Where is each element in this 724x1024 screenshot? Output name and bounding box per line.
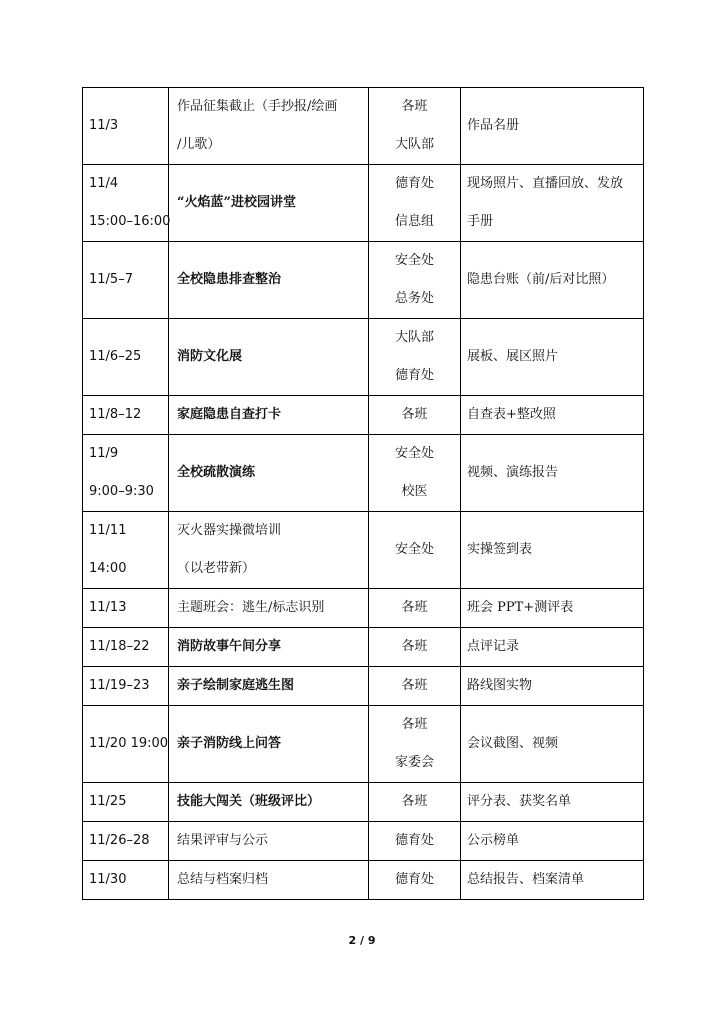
department-cell xyxy=(369,319,461,396)
output-cell xyxy=(461,512,644,589)
event-cell xyxy=(169,242,369,319)
output-cell-line: 实操签到表 xyxy=(467,542,533,557)
table-row xyxy=(83,861,644,900)
event-cell-line: 结果评审与公示 xyxy=(177,833,269,848)
output-cell-line: 隐患台账（前/后对比照） xyxy=(467,272,615,287)
table-row xyxy=(83,396,644,435)
date-cell-line: 11/20 19:00 xyxy=(89,736,169,751)
table-row xyxy=(83,88,644,165)
department-cell-line: 信息组 xyxy=(394,214,434,229)
department-cell xyxy=(369,435,461,512)
output-cell xyxy=(461,242,644,319)
table-row xyxy=(83,706,644,783)
date-cell xyxy=(83,861,169,900)
date-cell-line: 11/19–23 xyxy=(89,678,150,693)
schedule-table xyxy=(82,87,644,900)
department-cell-line: 总务处 xyxy=(394,291,434,306)
event-cell-line: 亲子绘制家庭逃生图 xyxy=(177,678,295,693)
event-cell-line: 亲子消防线上问答 xyxy=(177,736,282,751)
event-cell-line: “火焰蓝”进校园讲堂 xyxy=(177,195,296,210)
date-cell xyxy=(83,822,169,861)
output-cell xyxy=(461,861,644,900)
department-cell-line: 大队部 xyxy=(394,330,434,345)
date-cell-line: 9:00–9:30 xyxy=(89,484,154,499)
output-cell xyxy=(461,435,644,512)
date-cell xyxy=(83,512,169,589)
event-cell xyxy=(169,822,369,861)
event-cell xyxy=(169,628,369,667)
date-cell xyxy=(83,628,169,667)
output-cell-line: 自查表+整改照 xyxy=(467,407,556,422)
event-cell xyxy=(169,589,369,628)
department-cell-line: 安全处 xyxy=(394,253,434,268)
output-cell-line: 公示榜单 xyxy=(467,833,520,848)
date-cell xyxy=(83,667,169,706)
date-cell-line: 11/3 xyxy=(89,118,119,133)
department-cell xyxy=(369,783,461,822)
table-row xyxy=(83,822,644,861)
event-cell xyxy=(169,396,369,435)
department-cell-line: 各班 xyxy=(401,99,428,114)
event-cell-line: 主题班会：逃生/标志识别 xyxy=(177,600,325,615)
department-cell xyxy=(369,822,461,861)
table-row xyxy=(83,628,644,667)
department-cell-line: 校医 xyxy=(401,484,428,499)
event-cell xyxy=(169,861,369,900)
date-cell xyxy=(83,242,169,319)
department-cell-line: 德育处 xyxy=(394,872,434,887)
event-cell-line: 总结与档案归档 xyxy=(177,872,269,887)
output-cell xyxy=(461,628,644,667)
output-cell-line: 评分表、获奖名单 xyxy=(467,794,572,809)
event-cell-line: 全校隐患排查整治 xyxy=(177,272,282,287)
output-cell xyxy=(461,822,644,861)
department-cell-line: 各班 xyxy=(401,639,428,654)
department-cell xyxy=(369,667,461,706)
department-cell-line: 各班 xyxy=(401,794,428,809)
schedule-body xyxy=(83,88,644,900)
date-cell-line: 11/4 xyxy=(89,176,119,191)
output-cell xyxy=(461,88,644,165)
department-cell-line: 安全处 xyxy=(394,542,434,557)
department-cell-line: 各班 xyxy=(401,717,428,732)
table-row xyxy=(83,435,644,512)
department-cell-line: 各班 xyxy=(401,600,428,615)
page-number: 2 / 9 xyxy=(348,934,376,947)
date-cell xyxy=(83,165,169,242)
department-cell-line: 德育处 xyxy=(394,833,434,848)
department-cell xyxy=(369,628,461,667)
event-cell-line: 技能大闯关（班级评比） xyxy=(177,794,321,809)
department-cell-line: 各班 xyxy=(401,407,428,422)
output-cell xyxy=(461,706,644,783)
output-cell-line: 会议截图、视频 xyxy=(467,736,559,751)
event-cell xyxy=(169,667,369,706)
table-row xyxy=(83,589,644,628)
date-cell-line: 14:00 xyxy=(89,561,127,576)
department-cell xyxy=(369,706,461,783)
date-cell xyxy=(83,706,169,783)
output-cell xyxy=(461,396,644,435)
date-cell xyxy=(83,396,169,435)
event-cell xyxy=(169,512,369,589)
department-cell xyxy=(369,861,461,900)
date-cell-line: 11/11 xyxy=(89,523,127,538)
event-cell-line: 家庭隐患自查打卡 xyxy=(177,407,282,422)
output-cell-line: 点评记录 xyxy=(467,639,520,654)
event-cell-line: /儿歌） xyxy=(177,137,221,152)
table-row xyxy=(83,165,644,242)
department-cell-line: 各班 xyxy=(401,678,428,693)
output-cell-line: 总结报告、档案清单 xyxy=(467,872,585,887)
date-cell xyxy=(83,319,169,396)
date-cell xyxy=(83,435,169,512)
date-cell-line: 11/9 xyxy=(89,446,119,461)
event-cell-line: （以老带新） xyxy=(177,561,256,576)
department-cell xyxy=(369,396,461,435)
department-cell xyxy=(369,512,461,589)
output-cell xyxy=(461,667,644,706)
output-cell-line: 现场照片、直播回放、发放 xyxy=(467,176,624,191)
date-cell-line: 15:00–16:00 xyxy=(89,214,171,229)
date-cell-line: 11/8–12 xyxy=(89,407,142,422)
department-cell-line: 德育处 xyxy=(394,176,434,191)
output-cell-line: 视频、演练报告 xyxy=(467,465,559,480)
output-cell-line: 路线图实物 xyxy=(467,678,533,693)
event-cell xyxy=(169,783,369,822)
output-cell-line: 展板、展区照片 xyxy=(467,349,559,364)
event-cell xyxy=(169,165,369,242)
date-cell-line: 11/5–7 xyxy=(89,272,133,287)
event-cell-line: 作品征集截止（手抄报/绘画 xyxy=(177,99,338,114)
table-row xyxy=(83,319,644,396)
department-cell xyxy=(369,589,461,628)
date-cell xyxy=(83,783,169,822)
department-cell-line: 大队部 xyxy=(394,137,434,152)
event-cell-line: 消防文化展 xyxy=(177,349,243,364)
output-cell-line: 班会 PPT+测评表 xyxy=(467,600,574,615)
department-cell xyxy=(369,88,461,165)
output-cell-line: 手册 xyxy=(467,214,494,229)
department-cell-line: 德育处 xyxy=(394,368,434,383)
event-cell xyxy=(169,319,369,396)
table-row xyxy=(83,783,644,822)
table-row xyxy=(83,512,644,589)
event-cell-line: 全校疏散演练 xyxy=(177,465,256,480)
event-cell xyxy=(169,88,369,165)
department-cell-line: 安全处 xyxy=(394,446,434,461)
date-cell-line: 11/25 xyxy=(89,794,127,809)
date-cell-line: 11/6–25 xyxy=(89,349,142,364)
date-cell-line: 11/30 xyxy=(89,872,127,887)
output-cell-line: 作品名册 xyxy=(467,118,520,133)
output-cell xyxy=(461,319,644,396)
event-cell xyxy=(169,435,369,512)
output-cell xyxy=(461,589,644,628)
date-cell xyxy=(83,88,169,165)
date-cell-line: 11/13 xyxy=(89,600,127,615)
date-cell-line: 11/26–28 xyxy=(89,833,150,848)
event-cell-line: 消防故事午间分享 xyxy=(177,639,282,654)
event-cell-line: 灭火器实操微培训 xyxy=(177,523,282,538)
date-cell xyxy=(83,589,169,628)
department-cell xyxy=(369,242,461,319)
date-cell-line: 11/18–22 xyxy=(89,639,150,654)
department-cell-line: 家委会 xyxy=(394,755,434,770)
department-cell xyxy=(369,165,461,242)
table-row xyxy=(83,242,644,319)
table-row xyxy=(83,667,644,706)
output-cell xyxy=(461,783,644,822)
event-cell xyxy=(169,706,369,783)
output-cell xyxy=(461,165,644,242)
